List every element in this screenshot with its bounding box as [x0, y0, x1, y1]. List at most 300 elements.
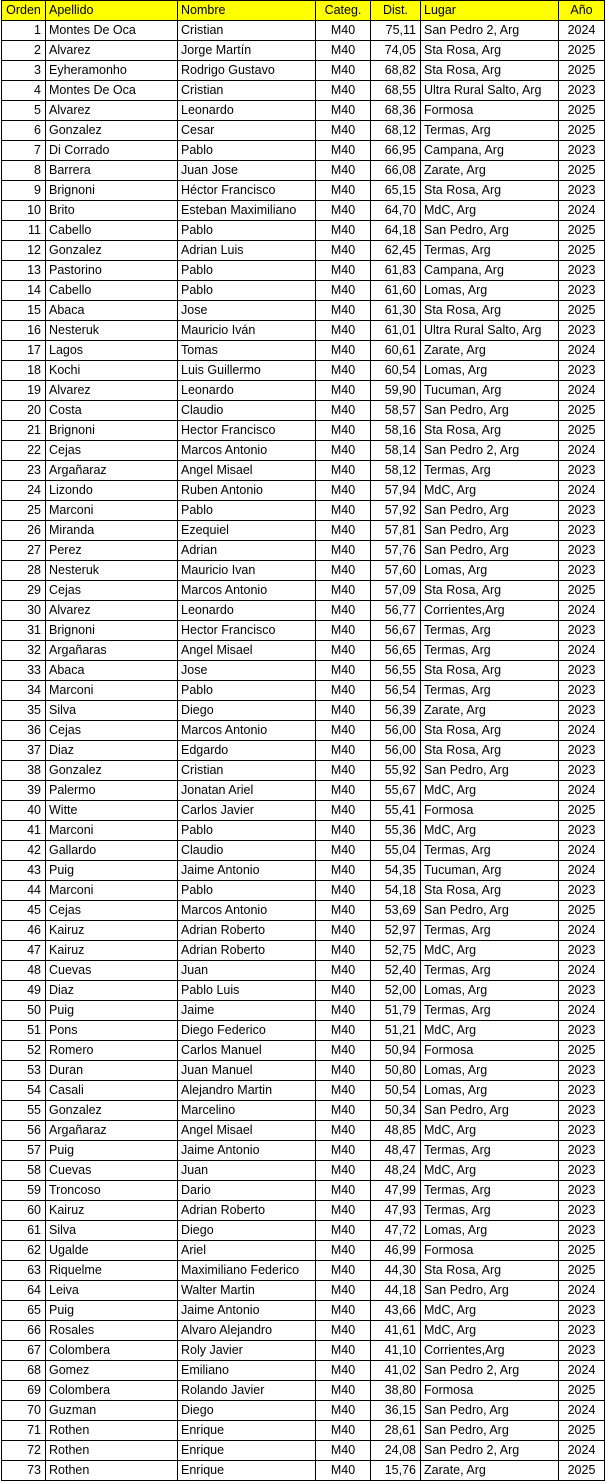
cell-lugar: Zarate, Arg — [421, 701, 559, 721]
cell-nombre: Walter Martin — [178, 1281, 316, 1301]
cell-nombre: Jaime — [178, 1001, 316, 1021]
cell-categ: M40 — [316, 841, 371, 861]
cell-orden: 35 — [2, 701, 46, 721]
table-row — [2, 921, 605, 941]
cell-lugar: Formosa — [421, 1381, 559, 1401]
cell-orden: 31 — [2, 621, 46, 641]
table-row — [2, 1121, 605, 1141]
cell-lugar: Sta Rosa, Arg — [421, 661, 559, 681]
cell-nombre: Juan Jose — [178, 161, 316, 181]
cell-categ: M40 — [316, 361, 371, 381]
table-row — [2, 781, 605, 801]
cell-orden: 70 — [2, 1401, 46, 1421]
cell-apellido: Argañaraz — [46, 461, 178, 481]
cell-lugar: Lomas, Arg — [421, 1221, 559, 1241]
cell-apellido: Cabello — [46, 221, 178, 241]
cell-apellido: Gonzalez — [46, 1101, 178, 1121]
cell-dist: 48,85 — [371, 1121, 421, 1141]
cell-nombre: Claudio — [178, 841, 316, 861]
cell-categ: M40 — [316, 481, 371, 501]
cell-apellido: Ugalde — [46, 1241, 178, 1261]
cell-nombre: Pablo — [178, 281, 316, 301]
cell-nombre: Leonardo — [178, 601, 316, 621]
cell-orden: 7 — [2, 141, 46, 161]
cell-categ: M40 — [316, 1181, 371, 1201]
table-row — [2, 401, 605, 421]
table-row — [2, 941, 605, 961]
cell-apellido: Brignoni — [46, 621, 178, 641]
cell-anio: 2025 — [559, 1041, 605, 1061]
cell-lugar: San Pedro, Arg — [421, 761, 559, 781]
cell-anio: 2025 — [559, 901, 605, 921]
cell-lugar: Termas, Arg — [421, 921, 559, 941]
cell-anio: 2023 — [559, 281, 605, 301]
cell-apellido: Witte — [46, 801, 178, 821]
cell-apellido: Di Corrado — [46, 141, 178, 161]
cell-categ: M40 — [316, 901, 371, 921]
cell-nombre: Pablo — [178, 261, 316, 281]
cell-anio: 2023 — [559, 821, 605, 841]
cell-apellido: Troncoso — [46, 1181, 178, 1201]
cell-nombre: Angel Misael — [178, 461, 316, 481]
cell-categ: M40 — [316, 61, 371, 81]
cell-orden: 52 — [2, 1041, 46, 1061]
cell-nombre: Alvaro Alejandro — [178, 1321, 316, 1341]
cell-categ: M40 — [316, 781, 371, 801]
cell-orden: 64 — [2, 1281, 46, 1301]
cell-lugar: Sta Rosa, Arg — [421, 61, 559, 81]
cell-lugar: Termas, Arg — [421, 241, 559, 261]
cell-categ: M40 — [316, 501, 371, 521]
table-row — [2, 1421, 605, 1441]
header-row — [2, 1, 605, 21]
cell-categ: M40 — [316, 1421, 371, 1441]
cell-lugar: Lomas, Arg — [421, 361, 559, 381]
table-row — [2, 1201, 605, 1221]
cell-lugar: San Pedro, Arg — [421, 521, 559, 541]
table-row — [2, 741, 605, 761]
cell-lugar: San Pedro, Arg — [421, 401, 559, 421]
cell-anio: 2025 — [559, 1241, 605, 1261]
cell-dist: 65,15 — [371, 181, 421, 201]
cell-apellido: Gomez — [46, 1361, 178, 1381]
cell-orden: 61 — [2, 1221, 46, 1241]
cell-apellido: Colombera — [46, 1341, 178, 1361]
cell-lugar: Campana, Arg — [421, 261, 559, 281]
cell-categ: M40 — [316, 541, 371, 561]
results-table — [1, 0, 605, 1481]
table-row — [2, 821, 605, 841]
table-row — [2, 681, 605, 701]
cell-nombre: Hector Francisco — [178, 421, 316, 441]
table-row — [2, 1281, 605, 1301]
cell-orden: 30 — [2, 601, 46, 621]
cell-lugar: San Pedro 2, Arg — [421, 1361, 559, 1381]
cell-orden: 20 — [2, 401, 46, 421]
cell-dist: 56,00 — [371, 721, 421, 741]
cell-categ: M40 — [316, 1261, 371, 1281]
cell-dist: 50,94 — [371, 1041, 421, 1061]
table-row — [2, 581, 605, 601]
cell-orden: 23 — [2, 461, 46, 481]
cell-apellido: Cejas — [46, 581, 178, 601]
cell-dist: 41,02 — [371, 1361, 421, 1381]
cell-categ: M40 — [316, 121, 371, 141]
cell-nombre: Alejandro Martin — [178, 1081, 316, 1101]
cell-dist: 36,15 — [371, 1401, 421, 1421]
cell-anio: 2025 — [559, 301, 605, 321]
table-row — [2, 261, 605, 281]
cell-orden: 50 — [2, 1001, 46, 1021]
cell-categ: M40 — [316, 1341, 371, 1361]
cell-lugar: San Pedro, Arg — [421, 501, 559, 521]
cell-dist: 43,66 — [371, 1301, 421, 1321]
cell-nombre: Jaime Antonio — [178, 861, 316, 881]
cell-dist: 57,09 — [371, 581, 421, 601]
cell-lugar: MdC, Arg — [421, 481, 559, 501]
cell-apellido: Puig — [46, 1301, 178, 1321]
cell-dist: 56,55 — [371, 661, 421, 681]
cell-anio: 2023 — [559, 621, 605, 641]
cell-dist: 52,40 — [371, 961, 421, 981]
cell-categ: M40 — [316, 661, 371, 681]
cell-nombre: Jose — [178, 301, 316, 321]
cell-dist: 60,54 — [371, 361, 421, 381]
cell-nombre: Mauricio Iván — [178, 321, 316, 341]
cell-nombre: Cristian — [178, 81, 316, 101]
cell-orden: 24 — [2, 481, 46, 501]
cell-nombre: Mauricio Ivan — [178, 561, 316, 581]
cell-apellido: Rothen — [46, 1421, 178, 1441]
cell-categ: M40 — [316, 1041, 371, 1061]
cell-dist: 52,97 — [371, 921, 421, 941]
cell-apellido: Kochi — [46, 361, 178, 381]
cell-categ: M40 — [316, 301, 371, 321]
cell-anio: 2024 — [559, 201, 605, 221]
table-row — [2, 1461, 605, 1481]
cell-dist: 68,12 — [371, 121, 421, 141]
cell-dist: 48,47 — [371, 1141, 421, 1161]
cell-lugar: Termas, Arg — [421, 681, 559, 701]
cell-categ: M40 — [316, 921, 371, 941]
cell-anio: 2024 — [559, 481, 605, 501]
cell-anio: 2025 — [559, 1421, 605, 1441]
cell-anio: 2023 — [559, 141, 605, 161]
cell-orden: 39 — [2, 781, 46, 801]
cell-dist: 57,92 — [371, 501, 421, 521]
table-row — [2, 1041, 605, 1061]
table-row — [2, 981, 605, 1001]
cell-categ: M40 — [316, 181, 371, 201]
cell-lugar: Termas, Arg — [421, 1181, 559, 1201]
table-row — [2, 721, 605, 741]
cell-categ: M40 — [316, 621, 371, 641]
cell-nombre: Enrique — [178, 1421, 316, 1441]
cell-lugar: Lomas, Arg — [421, 981, 559, 1001]
cell-apellido: Alvarez — [46, 381, 178, 401]
cell-categ: M40 — [316, 1121, 371, 1141]
cell-categ: M40 — [316, 221, 371, 241]
cell-apellido: Guzman — [46, 1401, 178, 1421]
cell-dist: 57,81 — [371, 521, 421, 541]
table-row — [2, 1221, 605, 1241]
cell-anio: 2023 — [559, 361, 605, 381]
cell-anio: 2023 — [559, 541, 605, 561]
cell-anio: 2024 — [559, 841, 605, 861]
cell-orden: 6 — [2, 121, 46, 141]
cell-dist: 64,18 — [371, 221, 421, 241]
cell-categ: M40 — [316, 421, 371, 441]
cell-categ: M40 — [316, 1241, 371, 1261]
table-row — [2, 541, 605, 561]
cell-anio: 2023 — [559, 81, 605, 101]
table-row — [2, 1101, 605, 1121]
cell-categ: M40 — [316, 941, 371, 961]
table-row — [2, 81, 605, 101]
table-row — [2, 1021, 605, 1041]
table-row — [2, 341, 605, 361]
cell-apellido: Alvarez — [46, 41, 178, 61]
cell-dist: 58,12 — [371, 461, 421, 481]
cell-anio: 2025 — [559, 161, 605, 181]
cell-categ: M40 — [316, 321, 371, 341]
cell-lugar: MdC, Arg — [421, 941, 559, 961]
cell-anio: 2025 — [559, 121, 605, 141]
cell-categ: M40 — [316, 1281, 371, 1301]
cell-lugar: San Pedro, Arg — [421, 1421, 559, 1441]
cell-nombre: Jose — [178, 661, 316, 681]
cell-orden: 62 — [2, 1241, 46, 1261]
table-row — [2, 1161, 605, 1181]
cell-nombre: Emiliano — [178, 1361, 316, 1381]
cell-lugar: Lomas, Arg — [421, 281, 559, 301]
cell-anio: 2023 — [559, 1181, 605, 1201]
cell-categ: M40 — [316, 881, 371, 901]
cell-categ: M40 — [316, 981, 371, 1001]
cell-nombre: Ariel — [178, 1241, 316, 1261]
cell-anio: 2023 — [559, 881, 605, 901]
cell-dist: 61,60 — [371, 281, 421, 301]
cell-orden: 36 — [2, 721, 46, 741]
cell-dist: 55,67 — [371, 781, 421, 801]
cell-orden: 38 — [2, 761, 46, 781]
cell-lugar: Sta Rosa, Arg — [421, 41, 559, 61]
cell-nombre: Cesar — [178, 121, 316, 141]
cell-apellido: Cejas — [46, 721, 178, 741]
cell-orden: 32 — [2, 641, 46, 661]
cell-apellido: Kairuz — [46, 921, 178, 941]
cell-nombre: Pablo — [178, 221, 316, 241]
cell-categ: M40 — [316, 1001, 371, 1021]
table-row — [2, 881, 605, 901]
cell-nombre: Juan Manuel — [178, 1061, 316, 1081]
cell-orden: 13 — [2, 261, 46, 281]
cell-orden: 42 — [2, 841, 46, 861]
table-row — [2, 321, 605, 341]
cell-categ: M40 — [316, 581, 371, 601]
cell-nombre: Adrian — [178, 541, 316, 561]
cell-categ: M40 — [316, 441, 371, 461]
cell-lugar: San Pedro, Arg — [421, 221, 559, 241]
cell-apellido: Miranda — [46, 521, 178, 541]
cell-categ: M40 — [316, 861, 371, 881]
cell-orden: 63 — [2, 1261, 46, 1281]
cell-nombre: Jorge Martín — [178, 41, 316, 61]
table-row — [2, 501, 605, 521]
cell-orden: 43 — [2, 861, 46, 881]
cell-apellido: Nesteruk — [46, 561, 178, 581]
table-row — [2, 241, 605, 261]
cell-dist: 57,76 — [371, 541, 421, 561]
cell-lugar: MdC, Arg — [421, 1301, 559, 1321]
table-row — [2, 1381, 605, 1401]
cell-orden: 49 — [2, 981, 46, 1001]
cell-lugar: Termas, Arg — [421, 621, 559, 641]
table-row — [2, 1401, 605, 1421]
cell-lugar: Sta Rosa, Arg — [421, 181, 559, 201]
cell-orden: 45 — [2, 901, 46, 921]
cell-lugar: Termas, Arg — [421, 121, 559, 141]
cell-lugar: Formosa — [421, 801, 559, 821]
cell-anio: 2023 — [559, 1081, 605, 1101]
cell-nombre: Angel Misael — [178, 641, 316, 661]
cell-orden: 28 — [2, 561, 46, 581]
table-row — [2, 161, 605, 181]
cell-lugar: Zarate, Arg — [421, 341, 559, 361]
cell-lugar: Termas, Arg — [421, 841, 559, 861]
cell-dist: 24,08 — [371, 1441, 421, 1461]
cell-orden: 33 — [2, 661, 46, 681]
cell-apellido: Casali — [46, 1081, 178, 1101]
cell-anio: 2025 — [559, 1461, 605, 1481]
cell-categ: M40 — [316, 961, 371, 981]
cell-orden: 26 — [2, 521, 46, 541]
table-row — [2, 961, 605, 981]
cell-anio: 2023 — [559, 461, 605, 481]
cell-anio: 2023 — [559, 261, 605, 281]
cell-nombre: Marcos Antonio — [178, 441, 316, 461]
cell-dist: 55,36 — [371, 821, 421, 841]
cell-apellido: Montes De Oca — [46, 21, 178, 41]
cell-anio: 2024 — [559, 1001, 605, 1021]
cell-nombre: Ezequiel — [178, 521, 316, 541]
cell-orden: 54 — [2, 1081, 46, 1101]
cell-anio: 2025 — [559, 1381, 605, 1401]
cell-anio: 2025 — [559, 221, 605, 241]
table-row — [2, 201, 605, 221]
cell-categ: M40 — [316, 41, 371, 61]
cell-dist: 50,34 — [371, 1101, 421, 1121]
table-row — [2, 361, 605, 381]
cell-lugar: Sta Rosa, Arg — [421, 421, 559, 441]
table-row — [2, 521, 605, 541]
table-row — [2, 281, 605, 301]
cell-anio: 2023 — [559, 981, 605, 1001]
table-row — [2, 181, 605, 201]
cell-orden: 27 — [2, 541, 46, 561]
cell-dist: 44,30 — [371, 1261, 421, 1281]
cell-nombre: Enrique — [178, 1461, 316, 1481]
cell-apellido: Nesteruk — [46, 321, 178, 341]
cell-categ: M40 — [316, 1201, 371, 1221]
cell-nombre: Carlos Manuel — [178, 1041, 316, 1061]
table-row — [2, 701, 605, 721]
table-row — [2, 1241, 605, 1261]
cell-anio: 2024 — [559, 921, 605, 941]
cell-dist: 51,79 — [371, 1001, 421, 1021]
cell-nombre: Angel Misael — [178, 1121, 316, 1141]
cell-apellido: Lizondo — [46, 481, 178, 501]
cell-apellido: Montes De Oca — [46, 81, 178, 101]
cell-apellido: Marconi — [46, 881, 178, 901]
cell-orden: 16 — [2, 321, 46, 341]
cell-apellido: Leiva — [46, 1281, 178, 1301]
cell-categ: M40 — [316, 1221, 371, 1241]
cell-apellido: Silva — [46, 701, 178, 721]
cell-nombre: Pablo — [178, 501, 316, 521]
cell-apellido: Pons — [46, 1021, 178, 1041]
cell-orden: 69 — [2, 1381, 46, 1401]
table-row — [2, 141, 605, 161]
cell-orden: 67 — [2, 1341, 46, 1361]
cell-categ: M40 — [316, 201, 371, 221]
cell-apellido: Puig — [46, 1141, 178, 1161]
cell-apellido: Argañaraz — [46, 1121, 178, 1141]
cell-nombre: Rodrigo Gustavo — [178, 61, 316, 81]
cell-categ: M40 — [316, 1321, 371, 1341]
cell-apellido: Marconi — [46, 501, 178, 521]
cell-lugar: Termas, Arg — [421, 1141, 559, 1161]
cell-nombre: Leonardo — [178, 101, 316, 121]
cell-apellido: Brignoni — [46, 421, 178, 441]
cell-orden: 51 — [2, 1021, 46, 1041]
table-row — [2, 41, 605, 61]
table-row — [2, 1181, 605, 1201]
cell-anio: 2023 — [559, 1061, 605, 1081]
cell-anio: 2023 — [559, 1101, 605, 1121]
cell-orden: 66 — [2, 1321, 46, 1341]
cell-apellido: Rothen — [46, 1441, 178, 1461]
cell-dist: 62,45 — [371, 241, 421, 261]
cell-dist: 44,18 — [371, 1281, 421, 1301]
cell-anio: 2024 — [559, 341, 605, 361]
cell-apellido: Barrera — [46, 161, 178, 181]
cell-nombre: Marcos Antonio — [178, 901, 316, 921]
cell-anio: 2025 — [559, 581, 605, 601]
cell-apellido: Perez — [46, 541, 178, 561]
cell-orden: 10 — [2, 201, 46, 221]
cell-orden: 47 — [2, 941, 46, 961]
cell-dist: 53,69 — [371, 901, 421, 921]
cell-nombre: Adrian Roberto — [178, 941, 316, 961]
cell-nombre: Jaime Antonio — [178, 1301, 316, 1321]
cell-dist: 61,30 — [371, 301, 421, 321]
cell-dist: 56,00 — [371, 741, 421, 761]
cell-orden: 29 — [2, 581, 46, 601]
cell-apellido: Cuevas — [46, 1161, 178, 1181]
cell-categ: M40 — [316, 341, 371, 361]
cell-lugar: Corrientes,Arg — [421, 601, 559, 621]
cell-orden: 65 — [2, 1301, 46, 1321]
cell-apellido: Brignoni — [46, 181, 178, 201]
cell-apellido: Abaca — [46, 301, 178, 321]
cell-nombre: Dario — [178, 1181, 316, 1201]
cell-nombre: Diego — [178, 701, 316, 721]
cell-anio: 2023 — [559, 941, 605, 961]
cell-categ: M40 — [316, 241, 371, 261]
cell-lugar: Tucuman, Arg — [421, 381, 559, 401]
cell-apellido: Brito — [46, 201, 178, 221]
